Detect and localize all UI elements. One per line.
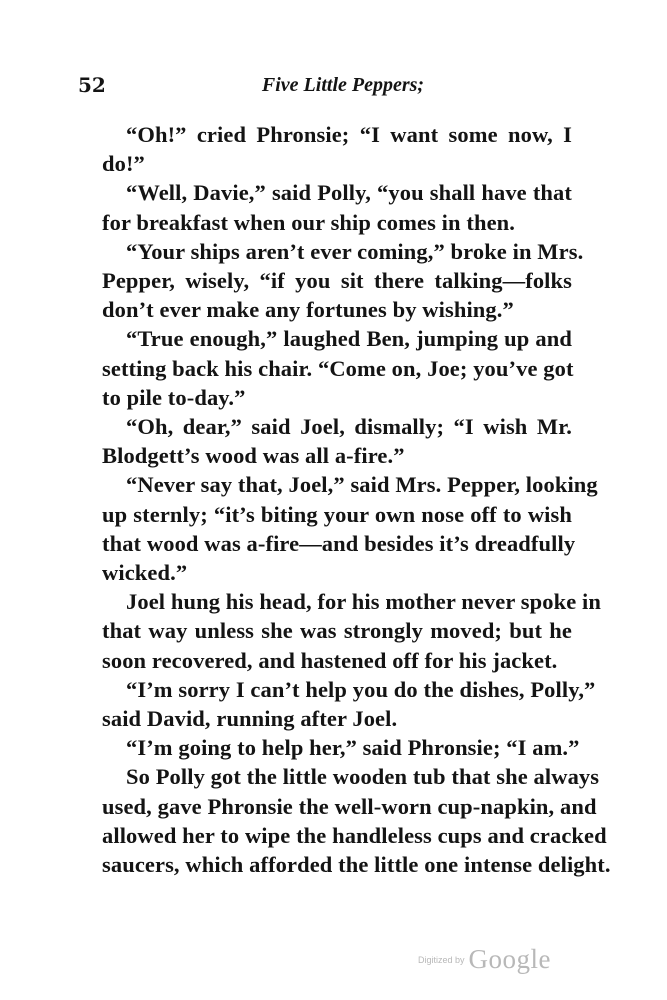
- paragraph: [78, 178, 572, 236]
- text-line: “Well, Davie,” said Polly, “you shall have that: [126, 180, 572, 206]
- text-line: “Oh!” cried Phronsie; “I want some now, I: [126, 122, 572, 147]
- text-line: “Oh, dear,” said Joel, dismally; “I wish Mr.: [126, 414, 572, 440]
- text-line: do!”: [102, 151, 145, 177]
- text-line: that wood was a-fire—and besides it’s dreadfully: [102, 530, 576, 556]
- text-line: “I’m going to help her,” said Phronsie; “I am.”: [126, 735, 580, 761]
- paragraph: [78, 120, 572, 178]
- text-line: up sternly; “it’s biting your own nose off to wish: [102, 501, 572, 527]
- text-line: to pile to-day.”: [102, 384, 246, 410]
- text-line: don’t ever make any fortunes by wishing.”: [102, 297, 514, 323]
- text-line: used, gave Phronsie the well-worn cup-napkin, and: [102, 793, 597, 819]
- paragraph: [78, 733, 580, 762]
- text-line: setting back his chair. “Come on, Joe; you’ve got: [102, 355, 574, 381]
- text-line: Joel hung his head, for his mother never spoke in: [126, 589, 601, 615]
- text-line: So Polly got the little wooden tub that she always: [126, 764, 600, 790]
- paragraph: [78, 587, 601, 675]
- digitized-by-google-watermark: [418, 944, 568, 978]
- text-line: Pepper, wisely, “if you sit there talking—folks: [102, 268, 572, 294]
- text-line: “True enough,” laughed Ben, jumping up and: [126, 326, 572, 352]
- paragraph: [78, 470, 598, 587]
- page-header: [78, 70, 578, 100]
- text-line: saucers, which afforded the little one intense delight.: [102, 852, 611, 878]
- text-line: allowed her to wipe the handleless cups and cracked: [102, 822, 607, 848]
- page-number: 52: [78, 73, 106, 97]
- text-line: “Your ships aren’t ever coming,” broke in Mrs.: [126, 238, 584, 264]
- text-line: “I’m sorry I can’t help you do the dishes, Polly,”: [126, 676, 596, 702]
- text-line: for breakfast when our ship comes in then.: [102, 209, 515, 235]
- running-head: Five Little Peppers;: [261, 74, 425, 96]
- paragraph: [78, 675, 596, 733]
- text-line: wicked.”: [102, 560, 188, 586]
- paragraph: [78, 324, 572, 412]
- text-line: “Never say that, Joel,” said Mrs. Pepper, looking: [126, 472, 598, 498]
- body-text: [78, 120, 611, 879]
- watermark-prefix: Digitized by: [418, 954, 465, 965]
- text-line: that way unless she was strongly moved; but he: [102, 618, 572, 644]
- text-line: Blodgett’s wood was all a-fire.”: [102, 443, 405, 469]
- text-line: soon recovered, and hastened off for his jacket.: [102, 647, 558, 673]
- paragraph: [78, 412, 572, 470]
- paragraph: [78, 237, 584, 325]
- google-logo: Google: [468, 944, 552, 974]
- text-line: said David, running after Joel.: [102, 706, 398, 732]
- paragraph: [78, 762, 611, 879]
